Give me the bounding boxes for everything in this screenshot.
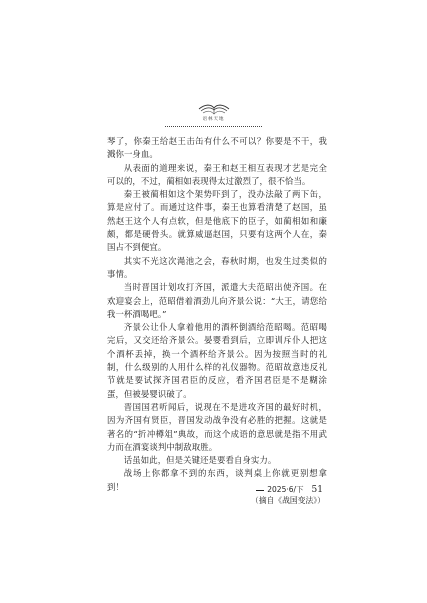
section-label: 语林天地 [202,117,225,122]
book-scroll-logo-icon [197,103,231,115]
paragraph: 话虽如此，但是关键还是要看自身实力。 [123,455,277,466]
paragraph: 当时晋国计划攻打齐国，派遣大夫范昭出使齐国。在欢迎宴会上，范昭借着酒劲儿向齐景公说：“大王，请您给我一杯酒喝吧。” [107,282,327,319]
paragraph: 秦王被蔺相如这个架势吓到了，没办法敲了两下缶，算是应付了。而通过这件事，秦王也算看清楚了赵国，虽然赵王这个人有点软，但是他底下的臣子，如蔺相如和廉颇，都是硬骨头。就算威逼赵国，只要有这两个人在，秦国占不到便宜。 [107,189,327,253]
paragraph: 齐景公让仆人拿着他用的酒杯倒酒给范昭喝。范昭喝完后，又交还给齐景公。晏婴看到后，立即训斥仆人把这个酒杯丢掉，换一个酒杯给齐景公。因为按照当时的礼制，什么级别的人用什么样的礼仪器物。范昭故意违反礼节就是要试探齐国君臣的反应，看齐国君臣是不是糊涂蛋，但被晏婴识破了。 [107,322,327,399]
paragraph: 战场上你都拿不到的东西，谈判桌上你就更别想拿到！ [107,468,327,492]
article-body [107,135,327,507]
issue-label: 2025·6/下 [267,485,304,494]
paragraph: 琴了，你秦王给赵王击缶有什么不可以？你要是不干，我溅你一身血。 [107,136,327,160]
page-footer [0,484,323,495]
paragraph: 从表面的道理来说，秦王和赵王相互表现才艺是完全可以的，不过，蔺相如表现得太过激烈了，很不恰当。 [107,162,327,186]
source-citation: （摘自《战国变法》） [250,496,325,506]
header-divider [165,126,262,127]
paragraph: 晋国国君听闻后，说现在不是进攻齐国的最好时机，因为齐国有贤臣，晋国发动战争没有必胜的把握。这就是著名的“折冲樽俎”典故，而这个成语的意思就是指不用武力而在酒宴谈判中制敌取胜。 [107,401,327,452]
footer-dash [256,490,264,491]
page-number: 51 [311,485,323,495]
paragraph: 其实不光这次渑池之会，春秋时期，也发生过类似的事情。 [107,255,327,279]
